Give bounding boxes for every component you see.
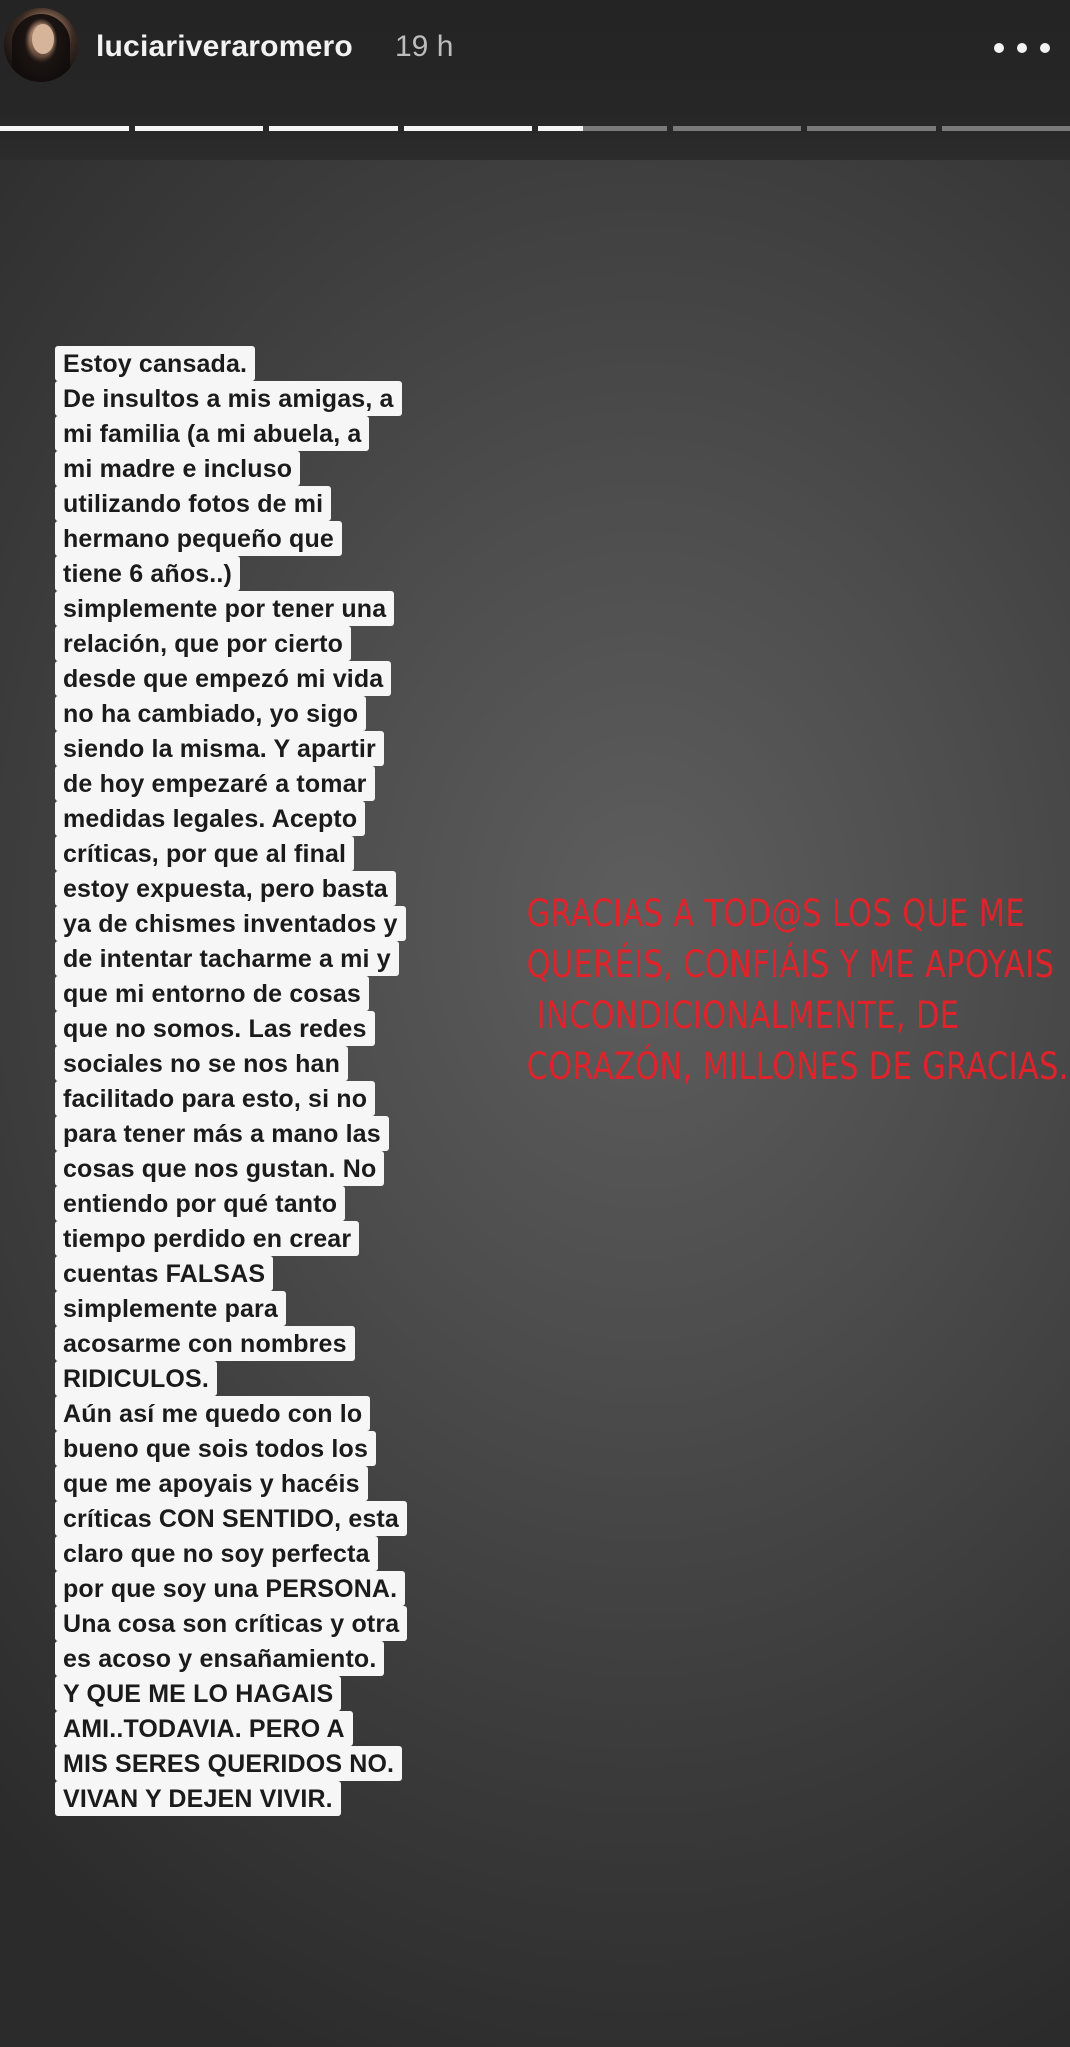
story-text-line [55,696,515,731]
story-text-line [55,1606,515,1641]
story-text-line-content: sociales no se nos han [55,1046,348,1081]
story-progress-segment [807,126,936,131]
story-text-line-content: cosas que nos gustan. No [55,1151,384,1186]
story-text-line [55,1151,515,1186]
story-text-line [55,556,515,591]
story-text-line [55,1361,515,1396]
story-text-line [55,661,515,696]
story-text-line [55,1781,515,1816]
story-text-line-content: estoy expuesta, pero basta [55,871,396,906]
story-text-line-content: tiene 6 años..) [55,556,240,591]
story-text-line-content: desde que empezó mi vida [55,661,391,696]
story-text-line-content: hermano pequeño que [55,521,342,556]
story-text-line-content: ya de chismes inventados y [55,906,406,941]
story-text-line [55,941,515,976]
story-progress-fill [538,126,583,131]
story-text-line [55,1186,515,1221]
story-text-line [55,1711,515,1746]
story-progress-bar [0,126,1070,132]
story-text-line [55,1396,515,1431]
story-text-line [55,731,515,766]
story-text-line-content: tiempo perdido en crear [55,1221,359,1256]
story-text-line [55,1291,515,1326]
story-text-line-content: simplemente por tener una [55,591,394,626]
story-text-line-content: RIDICULOS. [55,1361,217,1396]
story-text-line [55,591,515,626]
story-text-line-content: medidas legales. Acepto [55,801,365,836]
more-dot [994,43,1004,53]
story-text-line [55,1676,515,1711]
story-text-line [55,836,515,871]
username[interactable]: luciariveraromero [96,30,353,63]
story-red-text-line: CORAZÓN, MILLONES DE GRACIAS. [526,1045,1069,1088]
story-text-line-content: críticas, por que al final [55,836,354,871]
avatar[interactable] [4,8,78,82]
story-text-line [55,486,515,521]
story-text-line-content: que no somos. Las redes [55,1011,375,1046]
story-text-line [55,766,515,801]
story-red-text-line: QUERÉIS, CONFIÁIS Y ME APOYAIS [526,943,1055,986]
story-progress-segment [135,126,264,131]
story-text-line-content: Una cosa son críticas y otra [55,1606,407,1641]
story-progress-segment [942,126,1070,131]
story-text-line-content: Y QUE ME LO HAGAIS [55,1676,341,1711]
story-text-right [526,888,1069,1092]
story-text-line [55,1536,515,1571]
story-text-line-content: simplemente para [55,1291,286,1326]
avatar-face [32,24,54,54]
story-text-line-content: que me apoyais y hacéis [55,1466,368,1501]
story-text-line [55,521,515,556]
story-progress-fill [269,126,398,131]
story-progress-segment [538,126,667,131]
story-text-line-content: por que soy una PERSONA. [55,1571,405,1606]
story-progress-fill [404,126,533,131]
story-text-line-content: es acoso y ensañamiento. [55,1641,384,1676]
story-text-line-content: De insultos a mis amigas, a [55,381,402,416]
story-text-line [55,416,515,451]
story-text-line-content: bueno que sois todos los [55,1431,376,1466]
story-text-line-content: utilizando fotos de mi [55,486,331,521]
story-progress-segment [0,126,129,131]
story-text-line [55,976,515,1011]
story-text-line-content: MIS SERES QUERIDOS NO. [55,1746,402,1781]
story-text-line-content: acosarme con nombres [55,1326,355,1361]
more-dot [1040,43,1050,53]
story-text-line [55,1046,515,1081]
story-text-line-content: AMI..TODAVIA. PERO A [55,1711,353,1746]
story-text-line [55,1466,515,1501]
story-progress-segment [673,126,802,131]
story-text-line [55,1081,515,1116]
story-text-line-content: cuentas FALSAS [55,1256,273,1291]
story-text-left [55,346,515,1816]
more-horizontal-icon[interactable] [994,36,1050,60]
story-text-line-content: facilitado para esto, si no [55,1081,375,1116]
story-text-line [55,346,515,381]
story-text-line [55,1221,515,1256]
story-text-line-content: mi madre e incluso [55,451,300,486]
story-text-line [55,1641,515,1676]
story-text-line-content: para tener más a mano las [55,1116,389,1151]
story-red-text-line: GRACIAS A TOD@S LOS QUE ME [526,892,1025,935]
story-text-line [55,1571,515,1606]
story-progress-segment [404,126,533,131]
story-text-line-content: Estoy cansada. [55,346,255,381]
story-text-line-content: VIVAN Y DEJEN VIVIR. [55,1781,341,1816]
story-text-line-content: de hoy empezaré a tomar [55,766,375,801]
story-text-line [55,1256,515,1291]
story-text-line-content: de intentar tacharme a mi y [55,941,399,976]
story-text-line-content: relación, que por cierto [55,626,351,661]
story-text-line [55,871,515,906]
timestamp: 19 h [395,30,454,63]
story-text-line [55,1011,515,1046]
story-text-line [55,451,515,486]
story-text-line-content: claro que no soy perfecta [55,1536,378,1571]
story-text-line [55,906,515,941]
story-text-line-content: siendo la misma. Y apartir [55,731,384,766]
story-text-line [55,1501,515,1536]
story-text-line-content: no ha cambiado, yo sigo [55,696,366,731]
story-text-line [55,1431,515,1466]
story-text-line [55,1116,515,1151]
story-progress-fill [0,126,129,131]
story-progress-fill [135,126,264,131]
story-text-line [55,801,515,836]
story-text-line-content: críticas CON SENTIDO, esta [55,1501,407,1536]
story-red-text-line: INCONDICIONALMENTE, DE [536,994,960,1037]
more-dot [1017,43,1027,53]
story-text-line [55,626,515,661]
story-progress-segment [269,126,398,131]
story-text-line [55,381,515,416]
story-text-line-content: entiendo por qué tanto [55,1186,345,1221]
story-header [0,0,1070,160]
story-text-line-content: Aún así me quedo con lo [55,1396,370,1431]
story-text-line-content: mi familia (a mi abuela, a [55,416,369,451]
story-text-line-content: que mi entorno de cosas [55,976,369,1011]
story-text-line [55,1326,515,1361]
story-text-line [55,1746,515,1781]
